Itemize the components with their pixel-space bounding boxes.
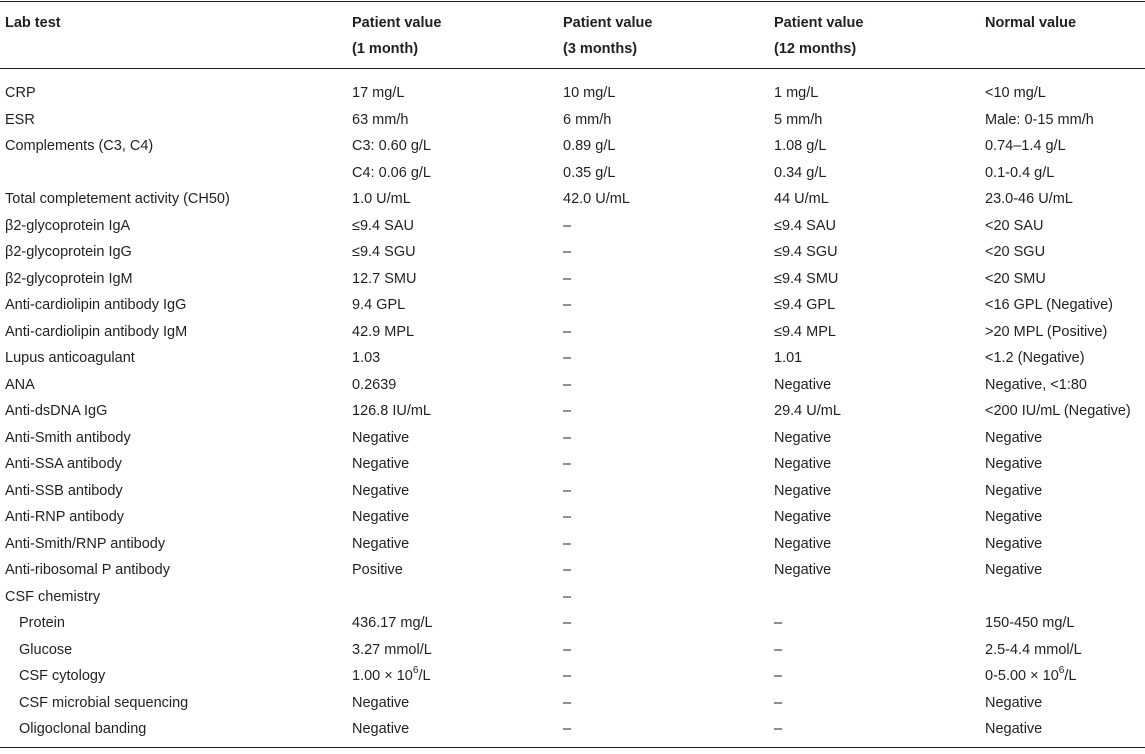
cell-12-months: – — [774, 668, 783, 684]
cell-12-months: Negative — [774, 482, 832, 499]
cell-lab-test: ESR — [5, 111, 35, 128]
cell-normal-value: Negative — [985, 721, 1043, 737]
cell-normal-value: <20 SAU — [985, 217, 1044, 234]
cell-3-months: – — [563, 615, 572, 631]
cell-normal-value: <16 GPL (Negative) — [985, 297, 1114, 313]
cell-1-month: 42.9 MPL — [352, 323, 415, 340]
cell-1-month: ≤9.4 SAU — [352, 217, 414, 234]
cell-3-months: – — [563, 721, 572, 737]
table-row — [0, 716, 1145, 743]
cell-1-month: 3.27 mmol/L — [352, 641, 432, 658]
cell-3-months: – — [563, 482, 572, 499]
cell-1-month — [352, 584, 563, 611]
cell-lab-test: Anti-Smith/RNP antibody — [5, 535, 166, 552]
cell-1-month: Negative — [352, 429, 410, 446]
cell-12-months: Negative — [774, 562, 832, 578]
cell-3-months: – — [563, 270, 572, 287]
header-lab-test: Lab test — [5, 15, 61, 31]
cell-3-months: – — [563, 535, 572, 552]
cell-lab-test: Protein — [19, 615, 65, 631]
table-row — [0, 213, 1145, 240]
cell-normal-value: 0.1-0.4 g/L — [985, 164, 1055, 181]
cell-normal-value: <20 SGU — [985, 244, 1046, 260]
cell-12-months: – — [774, 641, 783, 658]
table-row — [0, 557, 1145, 584]
cell-1-month: C4: 0.06 g/L — [352, 164, 431, 181]
cell-lab-test: CSF cytology — [19, 668, 106, 684]
cell-3-months: – — [563, 403, 572, 419]
cell-3-months: – — [563, 641, 572, 658]
cell-1-month: Negative — [352, 535, 410, 552]
table-row — [0, 531, 1145, 558]
table-bottom-rule — [0, 747, 1145, 748]
cell-normal-value — [985, 584, 1145, 611]
cell-normal-value: Negative — [985, 456, 1043, 472]
header-normal-value: Normal value — [985, 15, 1077, 31]
cell-3-months: – — [563, 350, 572, 366]
cell-12-months: – — [774, 615, 783, 631]
table-row — [0, 80, 1145, 107]
table-row — [0, 239, 1145, 266]
header-12-months: Patient value (12 months) — [774, 15, 864, 57]
cell-normal-value: Negative — [985, 429, 1043, 446]
cell-lab-test: Glucose — [19, 641, 73, 658]
cell-12-months: 44 U/mL — [774, 191, 829, 207]
table-body — [0, 80, 1145, 743]
cell-1-month: 12.7 SMU — [352, 270, 417, 287]
cell-1-month: Positive — [352, 562, 403, 578]
cell-12-months: Negative — [774, 509, 832, 525]
cell-3-months: 42.0 U/mL — [563, 191, 630, 207]
cell-12-months: 1.08 g/L — [774, 138, 827, 154]
cell-12-months: Negative — [774, 429, 832, 446]
cell-12-months: – — [774, 721, 783, 737]
cell-normal-value: 23.0-46 U/mL — [985, 191, 1073, 207]
cell-normal-value: Negative — [985, 535, 1043, 552]
cell-lab-test: CSF chemistry — [5, 588, 101, 605]
cell-3-months: – — [563, 588, 572, 605]
table-row — [0, 345, 1145, 372]
cell-normal-value: Negative — [985, 562, 1043, 578]
cell-lab-test: Anti-cardiolipin antibody IgG — [5, 297, 187, 313]
cell-3-months: – — [563, 376, 572, 393]
cell-normal-value: >20 MPL (Positive) — [985, 323, 1108, 340]
table-row — [0, 266, 1145, 293]
cell-12-months: Negative — [774, 376, 832, 393]
cell-normal-value: <20 SMU — [985, 270, 1046, 287]
cell-12-months: ≤9.4 SAU — [774, 217, 836, 234]
cell-3-months: 6 mm/h — [563, 111, 612, 128]
cell-3-months: – — [563, 694, 572, 711]
cell-1-month: Negative — [352, 482, 410, 499]
cell-lab-test: CRP — [5, 85, 36, 101]
cell-1-month: 63 mm/h — [352, 111, 409, 128]
cell-1-month: ≤9.4 SGU — [352, 244, 416, 260]
cell-lab-test: Anti-Smith antibody — [5, 429, 131, 446]
cell-3-months: 0.89 g/L — [563, 138, 616, 154]
table-row — [0, 398, 1145, 425]
cell-3-months: – — [563, 668, 572, 684]
cell-normal-value: 0.74–1.4 g/L — [985, 138, 1066, 154]
table-row — [0, 319, 1145, 346]
cell-lab-test: Anti-RNP antibody — [5, 509, 125, 525]
cell-lab-test: Total completement activity (CH50) — [5, 191, 230, 207]
cell-1-month: 126.8 IU/mL — [352, 403, 431, 419]
cell-1-month: 436.17 mg/L — [352, 615, 433, 631]
header-row — [0, 0, 1145, 80]
cell-1-month: Negative — [352, 509, 410, 525]
table-row — [0, 425, 1145, 452]
table-row — [0, 160, 1145, 187]
cell-12-months: 0.34 g/L — [774, 164, 827, 181]
cell-lab-test: β2-glycoprotein IgM — [5, 270, 133, 287]
cell-lab-test: Anti-SSB antibody — [5, 482, 123, 499]
cell-3-months: 10 mg/L — [563, 85, 616, 101]
cell-normal-value: $0-5.00 \times 10^6/L$ — [985, 665, 1077, 684]
cell-normal-value: Negative, <1:80 — [985, 376, 1087, 393]
cell-3-months: – — [563, 323, 572, 340]
cell-normal-value: <10 mg/L — [985, 85, 1046, 101]
table-row — [0, 372, 1145, 399]
cell-12-months: ≤9.4 GPL — [774, 297, 836, 313]
cell-1-month: Negative — [352, 694, 410, 711]
cell-3-months: – — [563, 217, 572, 234]
cell-normal-value: <1.2 (Negative) — [985, 350, 1085, 366]
table-row — [0, 292, 1145, 319]
cell-12-months: 1.01 — [774, 350, 803, 366]
cell-3-months: – — [563, 562, 572, 578]
cell-1-month: 1.0 U/mL — [352, 191, 411, 207]
cell-12-months: – — [774, 694, 783, 711]
cell-12-months: 29.4 U/mL — [774, 403, 841, 419]
cell-normal-value: Male: 0-15 mm/h — [985, 111, 1094, 128]
cell-1-month: 9.4 GPL — [352, 297, 406, 313]
cell-lab-test — [0, 160, 352, 187]
cell-lab-test: Anti-dsDNA IgG — [5, 403, 108, 419]
cell-normal-value: 2.5-4.4 mmol/L — [985, 641, 1082, 658]
cell-12-months: Negative — [774, 456, 832, 472]
cell-normal-value: Negative — [985, 482, 1043, 499]
cell-normal-value: 150-450 mg/L — [985, 615, 1075, 631]
cell-3-months: – — [563, 456, 572, 472]
cell-lab-test: β2-glycoprotein IgG — [5, 244, 132, 260]
cell-1-month: 0.2639 — [352, 376, 397, 393]
cell-12-months — [774, 584, 985, 611]
cell-1-month: Negative — [352, 456, 410, 472]
cell-lab-test: CSF microbial sequencing — [19, 694, 189, 711]
header-3-months: Patient value (3 months) — [563, 15, 653, 57]
cell-12-months: 5 mm/h — [774, 111, 823, 128]
table-row — [0, 186, 1145, 213]
cell-lab-test: Anti-cardiolipin antibody IgM — [5, 323, 188, 340]
cell-lab-test: Anti-ribosomal P antibody — [5, 562, 170, 578]
table-row — [0, 637, 1145, 664]
table-row — [0, 584, 1145, 611]
cell-lab-test: Oligoclonal banding — [19, 721, 147, 737]
cell-3-months: – — [563, 297, 572, 313]
cell-12-months: ≤9.4 MPL — [774, 323, 836, 340]
cell-lab-test: β2-glycoprotein IgA — [5, 217, 131, 234]
table-row — [0, 663, 1145, 690]
table-row — [0, 107, 1145, 134]
cell-3-months: – — [563, 244, 572, 260]
cell-3-months: – — [563, 429, 572, 446]
cell-normal-value: Negative — [985, 509, 1043, 525]
cell-normal-value: Negative — [985, 694, 1043, 711]
cell-lab-test: Anti-SSA antibody — [5, 456, 122, 472]
table-row — [0, 504, 1145, 531]
header-1-month: Patient value (1 month) — [352, 15, 442, 57]
table-row — [0, 478, 1145, 505]
cell-1-month: 1.03 — [352, 350, 381, 366]
cell-1-month: 17 mg/L — [352, 85, 405, 101]
cell-12-months: ≤9.4 SGU — [774, 244, 838, 260]
table-row — [0, 451, 1145, 478]
cell-1-month: C3: 0.60 g/L — [352, 138, 431, 154]
cell-1-month: $1.00 \times 10^6/L$ — [352, 665, 431, 684]
cell-lab-test: Lupus anticoagulant — [5, 350, 135, 366]
cell-3-months: – — [563, 509, 572, 525]
cell-1-month: Negative — [352, 721, 410, 737]
table-row — [0, 690, 1145, 717]
cell-normal-value: <200 IU/mL (Negative) — [985, 403, 1131, 419]
cell-3-months: 0.35 g/L — [563, 164, 616, 181]
table-row — [0, 133, 1145, 160]
cell-12-months: Negative — [774, 535, 832, 552]
cell-lab-test: ANA — [5, 376, 35, 393]
cell-12-months: ≤9.4 SMU — [774, 270, 839, 287]
table-row — [0, 610, 1145, 637]
cell-12-months: 1 mg/L — [774, 85, 819, 101]
cell-lab-test: Complements (C3, C4) — [5, 138, 154, 154]
